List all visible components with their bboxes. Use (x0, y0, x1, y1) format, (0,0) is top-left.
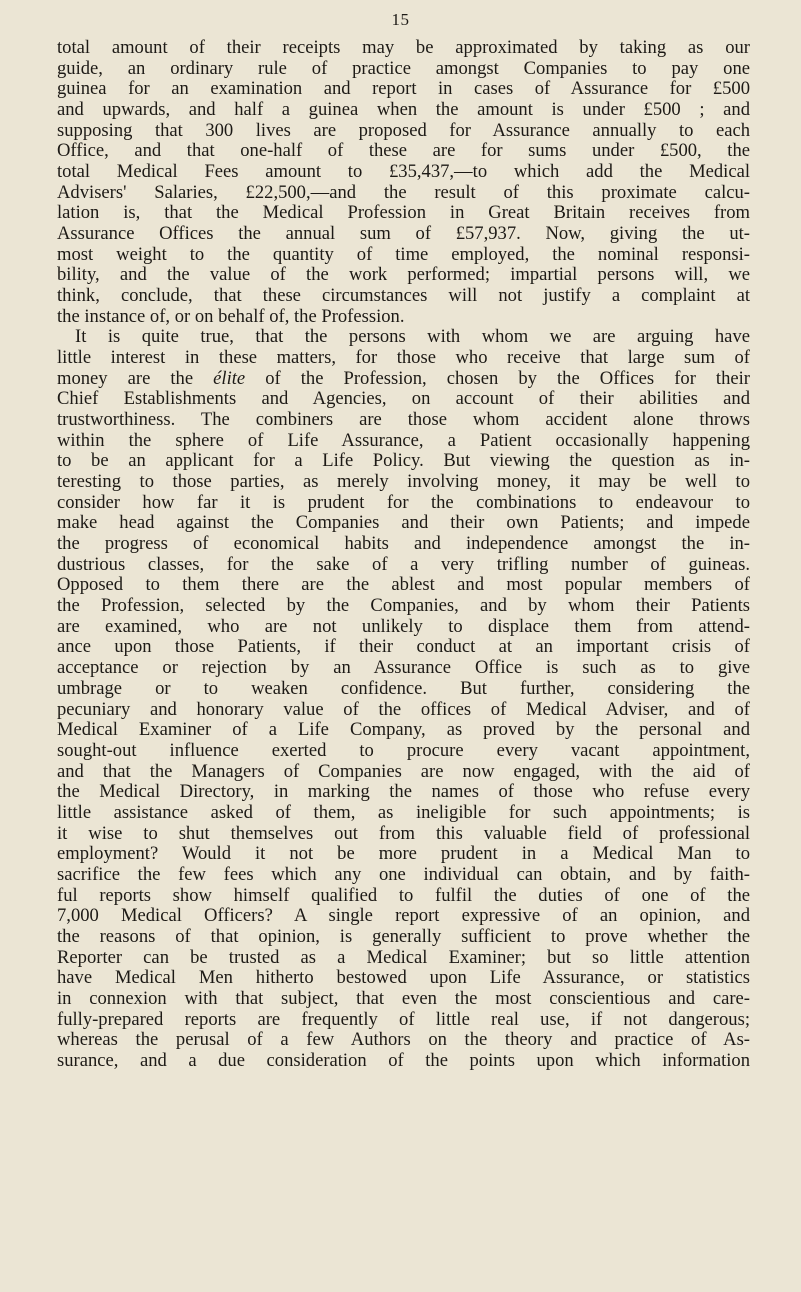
text-line: acceptance or rejection by an Assurance Office is such as to give (57, 658, 750, 679)
text-line: total Medical Fees amount to £35,437,—to which add the Medical (57, 162, 750, 183)
text-line: teresting to those parties, as merely involving money, it may be well to (57, 472, 750, 493)
text-line: sought-out influence exerted to procure every vacant appointment, (57, 740, 750, 761)
text-line: it wise to shut themselves out from this valuable field of professional (57, 823, 750, 844)
text-line: guinea for an examination and report in cases of Assurance for £500 (57, 79, 750, 100)
text-line: pecuniary and honorary value of the offices of Medical Adviser, and of (57, 699, 750, 720)
text-line: consider how far it is prudent for the combinations to endeavour to (57, 492, 750, 513)
text-line: money are the élite of the Profession, chosen by the Offices for their (57, 368, 750, 389)
text-line: fully-prepared reports are frequently of little real use, if not dangerous; (57, 1009, 750, 1030)
text-line: supposing that 300 lives are proposed for Assurance annually to each (57, 120, 750, 141)
text-line: lation is, that the Medical Profession in Great Britain receives from (57, 203, 750, 224)
text-line: dustrious classes, for the sake of a very trifling number of guineas. (57, 554, 750, 575)
text-line: are examined, who are not unlikely to displace them from attend- (57, 616, 750, 637)
text-line: umbrage or to weaken confidence. But further, considering the (57, 678, 750, 699)
text-line: trustworthiness. The combiners are those whom accident alone throws (57, 410, 750, 431)
text-line: the Profession, selected by the Companies, and by whom their Patients (57, 596, 750, 617)
text-line: the reasons of that opinion, is generally sufficient to prove whether the (57, 926, 750, 947)
text-line: ance upon those Patients, if their conduct at an important crisis of (57, 637, 750, 658)
text-line: the progress of economical habits and independence amongst the in- (57, 534, 750, 555)
text-line: Chief Establishments and Agencies, on account of their abilities and (57, 389, 750, 410)
text-line: make head against the Companies and their own Patients; and impede (57, 513, 750, 534)
body-text (57, 38, 750, 1072)
text-line: sacrifice the few fees which any one individual can obtain, and by faith- (57, 864, 750, 885)
text-line: most weight to the quantity of time employed, the nominal responsi- (57, 244, 750, 265)
text-line: 7,000 Medical Officers? A single report expressive of an opinion, and (57, 906, 750, 927)
text-line: bility, and the value of the work performed; impartial persons will, we (57, 265, 750, 286)
text-line: Assurance Offices the annual sum of £57,937. Now, giving the ut- (57, 224, 750, 245)
text-line: It is quite true, that the persons with whom we are arguing have (75, 327, 750, 348)
page-number: 15 (391, 10, 410, 29)
text-line: whereas the perusal of a few Authors on the theory and practice of As- (57, 1030, 750, 1051)
text-line: in connexion with that subject, that even the most conscientious and care- (57, 988, 750, 1009)
text-line: Advisers' Salaries, £22,500,—and the result of this proximate calcu- (57, 182, 750, 203)
text-line: ful reports show himself qualified to fulfil the duties of one of the (57, 885, 750, 906)
text-line: the instance of, or on behalf of, the Profession. (57, 306, 405, 327)
text-line: to be an applicant for a Life Policy. But viewing the question as in- (57, 451, 750, 472)
text-line: surance, and a due consideration of the points upon which information (57, 1050, 750, 1071)
text-line: within the sphere of Life Assurance, a Patient occasionally happening (57, 430, 750, 451)
text-line: Office, and that one-half of these are for sums under £500, the (57, 141, 750, 162)
text-line: Opposed to them there are the ablest and most popular members of (57, 575, 750, 596)
text-line: think, conclude, that these circumstances will not justify a complaint at (57, 286, 750, 307)
text-line: and that the Managers of Companies are now engaged, with the aid of (57, 761, 750, 782)
text-line: guide, an ordinary rule of practice amongst Companies to pay one (57, 58, 750, 79)
text-line: Medical Examiner of a Life Company, as proved by the personal and (57, 720, 750, 741)
text-line: have Medical Men hitherto bestowed upon Life Assurance, or statistics (57, 968, 750, 989)
text-line: employment? Would it not be more prudent in a Medical Man to (57, 844, 750, 865)
text-line: and upwards, and half a guinea when the amount is under £500 ; and (57, 100, 750, 121)
text-line: the Medical Directory, in marking the names of those who refuse every (57, 782, 750, 803)
text-line: Reporter can be trusted as a Medical Examiner; but so little attention (57, 947, 750, 968)
text-line: total amount of their receipts may be approximated by taking as our (57, 38, 750, 58)
text-line: little assistance asked of them, as ineligible for such appointments; is (57, 802, 750, 823)
text-line: little interest in these matters, for those who receive that large sum of (57, 348, 750, 369)
